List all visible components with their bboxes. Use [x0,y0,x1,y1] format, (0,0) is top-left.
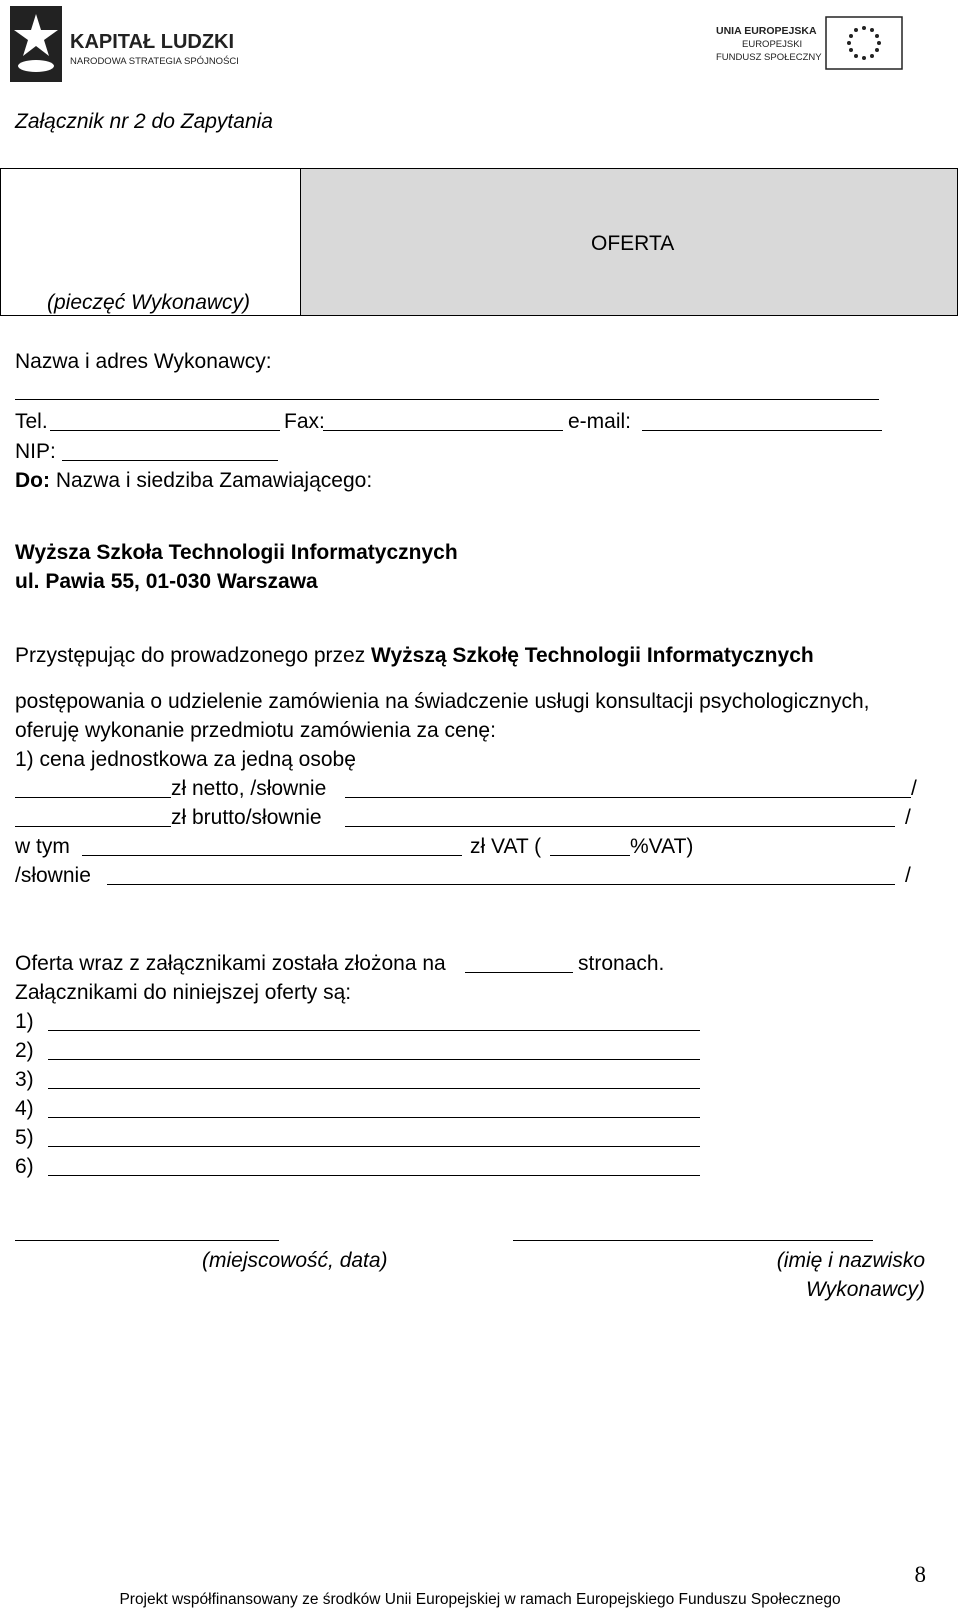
brutto-words-line[interactable] [345,826,895,827]
signature-line[interactable] [513,1240,873,1241]
intro-text: Przystępując do prowadzonego przez [15,644,372,667]
logo-left-subtitle: NARODOWA STRATEGIA SPÓJNOŚCI [70,56,239,67]
vat-amount-line[interactable] [82,855,462,856]
page-number: 8 [914,1562,926,1587]
contractor-name-label: Nazwa i adres Wykonawcy: [15,350,272,373]
name-label-line1: (imię i nazwisko [776,1249,925,1272]
logo-right-line2: EUROPEJSKI [742,39,803,50]
brutto-slash: / [905,806,911,829]
slownie-line[interactable] [107,884,895,885]
tel-line[interactable] [50,430,280,431]
email-label: e-mail: [568,410,632,433]
netto-label: zł netto, /słownie [171,777,327,800]
fax-line[interactable] [323,430,563,431]
attachments-label: Załącznikami do niniejszej oferty są: [15,981,352,1004]
vat-suffix: %VAT) [630,835,694,858]
name-label-line2: Wykonawcy) [805,1278,925,1301]
logo-left-title: KAPITAŁ LUDZKI [70,31,235,53]
attachment-number-3: 3) [15,1068,34,1091]
funding-note: Projekt współfinansowany ze środków Unii Europejskiej w ramach Europejskiego Funduszu Społecznego [119,1591,841,1608]
do-text: Nazwa i siedziba Zamawiającego: [50,469,373,492]
brutto-amount-line[interactable] [15,826,171,827]
client-address: ul. Pawia 55, 01-030 Warszawa [15,570,318,593]
netto-words-line[interactable] [345,797,911,798]
contractor-name-line[interactable] [15,399,879,400]
attachment-number-2: 2) [15,1039,34,1062]
client-name: Wyższa Szkoła Technologii Informatycznych [15,541,458,564]
tel-label: Tel. [15,410,48,433]
intro-bold-name: Wyższą Szkołę Technologii Informatycznych [371,644,814,667]
attachment-number-4: 4) [15,1097,34,1120]
logo-right-line3: FUNDUSZ SPOŁECZNY [716,52,822,63]
attachment-line-5[interactable] [48,1146,700,1147]
vat-label: zł VAT ( [470,835,542,858]
nip-label: NIP: [15,440,56,463]
offer-table [0,168,958,316]
attachment-number-1: 1) [15,1010,34,1033]
eu-logo [716,16,906,72]
place-date-line[interactable] [15,1240,279,1241]
kapital-ludzki-logo [8,4,248,84]
attachment-line-4[interactable] [48,1117,700,1118]
netto-amount-line[interactable] [15,797,171,798]
intro-line1 [15,644,814,668]
stamp-cell [1,169,301,315]
do-line [15,469,372,493]
stamp-label: (pieczęć Wykonawcy) [47,291,251,314]
netto-slash: / [911,777,917,800]
attachment-line-3[interactable] [48,1088,700,1089]
slownie-label: /słownie [15,864,91,887]
offer-title: OFERTA [591,232,675,255]
nip-line[interactable] [62,460,278,461]
attachment-line-2[interactable] [48,1059,700,1060]
wtym-label: w tym [15,835,70,858]
intro-line4: 1) cena jednostkowa za jedną osobę [15,748,356,771]
slownie-slash: / [905,864,911,887]
logo-right-line1: UNIA EUROPEJSKA [716,25,817,37]
email-line[interactable] [642,430,882,431]
intro-line3: oferuję wykonanie przedmiotu zamówienia za cenę: [15,719,496,742]
intro-line2: postępowania o udzielenie zamówienia na świadczenie usługi konsultacji psychologicznych, [15,690,870,713]
title-cell [301,169,957,315]
place-date-label: (miejscowość, data) [202,1249,388,1272]
attachment-line-1[interactable] [48,1030,700,1031]
attachment-title: Załącznik nr 2 do Zapytania [15,110,273,133]
vat-percent-line[interactable] [550,855,630,856]
attachment-number-5: 5) [15,1126,34,1149]
attachment-number-6: 6) [15,1155,34,1178]
pages-text-before: Oferta wraz z załącznikami została złożona na [15,952,446,975]
fax-label: Fax: [284,410,325,433]
attachment-line-6[interactable] [48,1175,700,1176]
do-label: Do: [15,469,50,492]
brutto-label: zł brutto/słownie [171,806,322,829]
pages-text-after: stronach. [578,952,665,975]
pages-count-line[interactable] [465,972,573,973]
